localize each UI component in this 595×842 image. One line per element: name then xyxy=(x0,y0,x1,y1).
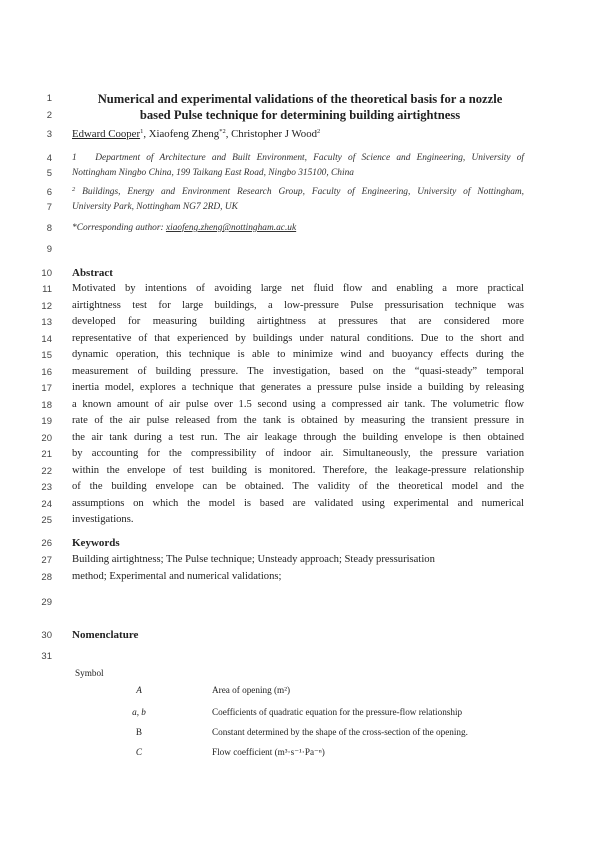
abstract-line: developed for measuring building airtightness at pressures that are considered more xyxy=(72,316,524,327)
line-number: 2 xyxy=(46,110,52,121)
nomenclature-heading: Nomenclature xyxy=(72,629,139,641)
line-number: 12 xyxy=(41,301,52,312)
line-number: 3 xyxy=(46,129,52,140)
paper-title-line-2: based Pulse technique for determining building airtightness xyxy=(139,108,461,122)
line-number: 16 xyxy=(41,367,52,378)
line-number: 19 xyxy=(41,416,52,427)
symbol-column-header: Symbol xyxy=(75,668,104,678)
line-number: 25 xyxy=(41,515,52,526)
line-number: 15 xyxy=(41,350,52,361)
line-number: 8 xyxy=(46,223,52,234)
line-number: 7 xyxy=(46,202,52,213)
affiliation-2-line-2: University Park, Nottingham NG7 2RD, UK xyxy=(72,202,238,212)
line-number: 24 xyxy=(41,499,52,510)
line-number: 4 xyxy=(46,153,52,164)
abstract-line: investigations. xyxy=(72,514,134,525)
author-affiliation-marker: *2 xyxy=(219,128,226,135)
abstract-line: a known amount of air pulse over 1.5 second using a compressed air tank. The volumetric flow xyxy=(72,399,524,410)
nomenclature-symbol: C xyxy=(135,747,143,757)
line-number: 26 xyxy=(41,538,52,549)
corresponding-author xyxy=(72,222,524,234)
abstract-line: representative of that experienced by buildings under natural conditions. Due to the short and xyxy=(72,333,524,344)
author-name: Christopher J Wood xyxy=(231,128,317,140)
abstract-line: within the envelope of test building is monitored. Therefore, the leakage-pressure relationship xyxy=(72,465,524,476)
abstract-line: by accounting for the compressibility of indoor air. Simultaneously, the pressure variation xyxy=(72,448,524,459)
line-number: 10 xyxy=(41,268,52,279)
line-number: 11 xyxy=(42,284,52,295)
nomenclature-definition: Flow coefficient (m³·s⁻¹·Pa⁻ⁿ) xyxy=(212,747,325,757)
author-name: Xiaofeng Zheng xyxy=(148,128,220,140)
keywords-heading: Keywords xyxy=(72,537,120,549)
line-number: 17 xyxy=(41,383,52,394)
keywords-line-2: method; Experimental and numerical validations; xyxy=(72,571,282,582)
nomenclature-definition: Constant determined by the shape of the cross-section of the opening. xyxy=(212,727,468,737)
author-list xyxy=(72,128,524,140)
line-number: 5 xyxy=(46,168,52,179)
nomenclature-definition: Coefficients of quadratic equation for the pressure-flow relationship xyxy=(212,707,463,717)
line-number: 14 xyxy=(41,334,52,345)
author-separator: , xyxy=(225,128,232,140)
affiliation-1-line-1 xyxy=(72,152,524,164)
line-number: 18 xyxy=(41,400,52,411)
abstract-line: airtightness test for large buildings, a low-pressure Pulse pressurisation technique was xyxy=(72,300,524,311)
line-number: 27 xyxy=(41,555,52,566)
line-number: 21 xyxy=(41,449,52,460)
affiliation-text: Buildings, Energy and Environment Research Group, Faculty of Engineering, University of Nottingham, xyxy=(82,187,525,197)
paper-title-line-1: Numerical and experimental validations of the theoretical basis for a nozzle xyxy=(97,92,503,106)
line-number: 31 xyxy=(41,651,52,662)
abstract-line: measurement of building pressure. The investigation, based on the “quasi-steady” temporal xyxy=(72,366,524,377)
nomenclature-definition: Area of opening (m²) xyxy=(212,685,291,695)
affiliation-1-line-2: Nottingham Ningbo China, 199 Taikang East Road, Ningbo 315100, China xyxy=(72,168,354,178)
affiliation-text: Department of Architecture and Built Environment, Faculty of Science and Engineering, University of xyxy=(95,153,524,163)
affiliation-number: 1 xyxy=(72,153,77,163)
corresponding-label: *Corresponding author: xyxy=(72,223,166,233)
abstract-line: dynamic operation, this technique is able to minimize wind and buoyancy effects during the xyxy=(72,349,524,360)
affiliation-number: 2 xyxy=(72,186,76,193)
nomenclature-symbol: a, b xyxy=(132,707,146,717)
line-number: 28 xyxy=(41,572,52,583)
line-number: 9 xyxy=(46,244,52,255)
line-number: 20 xyxy=(41,433,52,444)
line-number: 22 xyxy=(41,466,52,477)
abstract-line: of the building envelope can be obtained. The validity of the theoretical model and the xyxy=(72,481,524,492)
author-name: Edward Cooper xyxy=(72,128,141,140)
line-number: 23 xyxy=(41,482,52,493)
abstract-line: Motivated by intentions of avoiding large net fluid flow and enabling a more practical xyxy=(72,283,524,294)
abstract-line: the air tank during a test run. The air leakage through the building envelope is then obtained xyxy=(72,432,524,443)
line-number: 6 xyxy=(46,187,52,198)
nomenclature-symbol: A xyxy=(136,685,142,695)
corresponding-email-link[interactable]: xiaofeng.zheng@nottingham.ac.uk xyxy=(165,223,297,233)
line-number: 13 xyxy=(41,317,52,328)
author-affiliation-marker: 1 xyxy=(140,128,144,135)
line-number: 30 xyxy=(41,630,52,641)
abstract-line: assumptions on which the model is based are validated using experimental and numerical xyxy=(72,498,524,509)
abstract-line: inertia model, explores a technique that generates a pressure pulse inside a building by releasing xyxy=(72,382,524,393)
affiliation-2-line-1 xyxy=(72,186,524,198)
line-number: 1 xyxy=(46,93,52,104)
line-number: 29 xyxy=(41,597,52,608)
keywords-line-1: Building airtightness; The Pulse technique; Unsteady approach; Steady pressurisation xyxy=(72,554,435,565)
abstract-line: rate of the air pulse released from the tank is obtained by measuring the transient pressure in xyxy=(72,415,524,426)
author-separator: , xyxy=(143,128,149,140)
nomenclature-symbol: B xyxy=(135,727,143,737)
author-affiliation-marker: 2 xyxy=(317,128,321,135)
abstract-heading: Abstract xyxy=(72,267,113,279)
